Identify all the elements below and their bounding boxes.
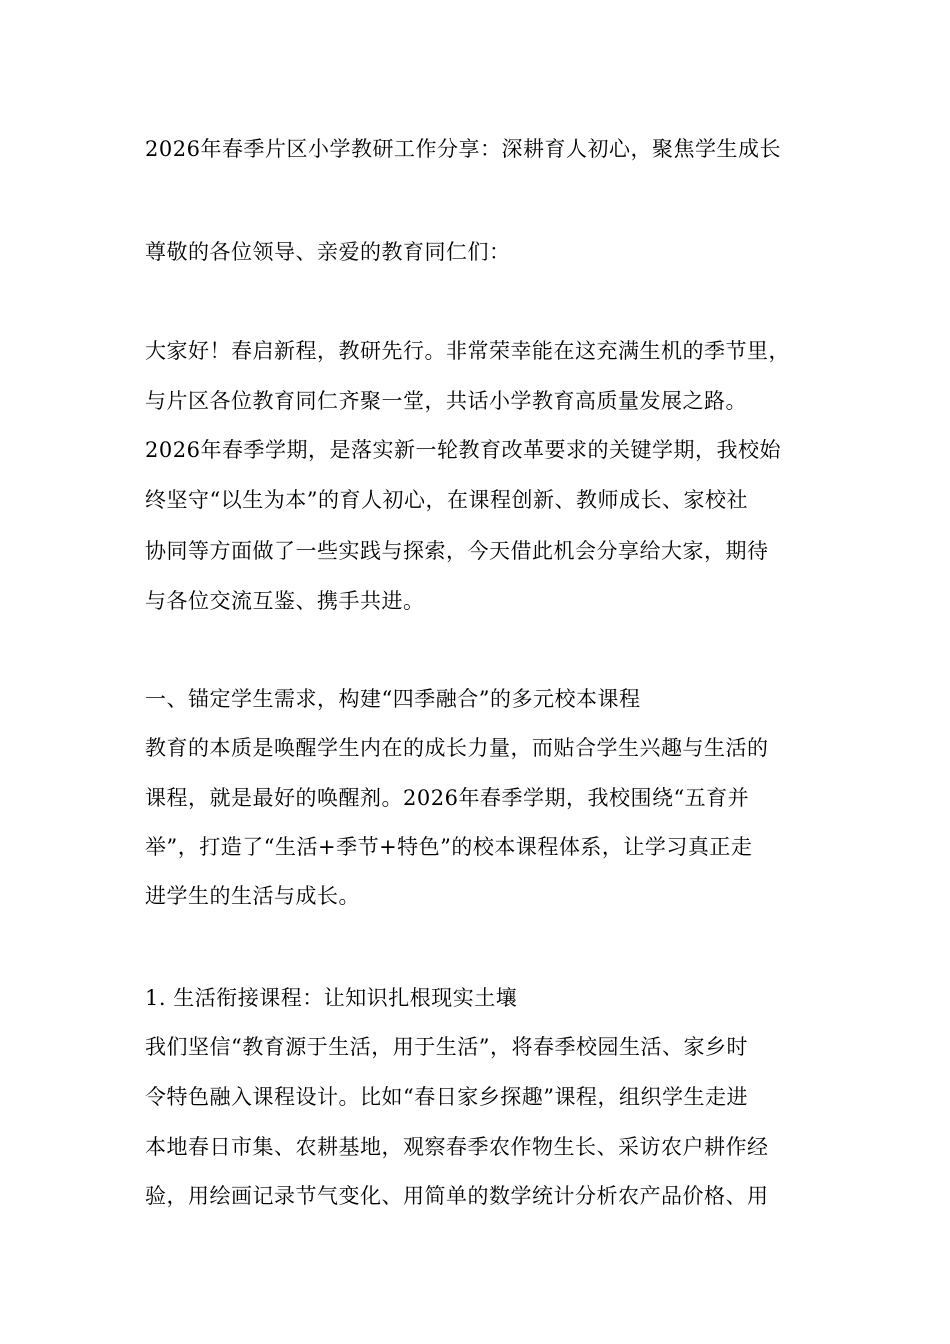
subsection-body-line: 我们坚信“教育源于生活，用于生活”，将春季校园生活、家乡时 xyxy=(145,1035,748,1059)
subsection-heading: 1. 生活衔接课程：让知识扎根现实土壤 xyxy=(145,986,518,1010)
section-body-line: 进学生的生活与成长。 xyxy=(145,884,360,908)
intro-line: 与各位交流互鉴、携手共进。 xyxy=(145,589,425,613)
salutation: 尊敬的各位领导、亲爱的教育同仁们： xyxy=(145,240,511,264)
intro-line: 大家好！春启新程，教研先行。非常荣幸能在这充满生机的季节里， xyxy=(145,339,790,363)
intro-line: 2026年春季学期，是落实新一轮教育改革要求的关键学期，我校始 xyxy=(145,438,781,462)
section-body-line: 课程，就是最好的唤醒剂。2026年春季学期，我校围绕“五育并 xyxy=(145,786,750,810)
intro-line: 终坚守“以生为本”的育人初心，在课程创新、教师成长、家校社 xyxy=(145,488,748,512)
intro-line: 与片区各位教育同仁齐聚一堂，共话小学教育高质量发展之路。 xyxy=(145,389,747,413)
subsection-body-line: 验，用绘画记录节气变化、用简单的数学统计分析农产品价格、用 xyxy=(145,1184,769,1208)
subsection-body-line: 本地春日市集、农耕基地，观察春季农作物生长、采访农户耕作经 xyxy=(145,1135,769,1159)
section-body-line: 举”，打造了“生活+季节+特色”的校本课程体系，让学习真正走 xyxy=(145,835,753,859)
subsection-body-line: 令特色融入课程设计。比如“春日家乡探趣”课程，组织学生走进 xyxy=(145,1085,748,1109)
section-body-line: 教育的本质是唤醒学生内在的成长力量，而贴合学生兴趣与生活的 xyxy=(145,736,769,760)
section-heading: 一、锚定学生需求，构建“四季融合”的多元校本课程 xyxy=(145,687,641,711)
document-title: 2026年春季片区小学教研工作分享：深耕育人初心，聚焦学生成长 xyxy=(145,137,781,161)
intro-line: 协同等方面做了一些实践与探索，今天借此机会分享给大家，期待 xyxy=(145,539,769,563)
